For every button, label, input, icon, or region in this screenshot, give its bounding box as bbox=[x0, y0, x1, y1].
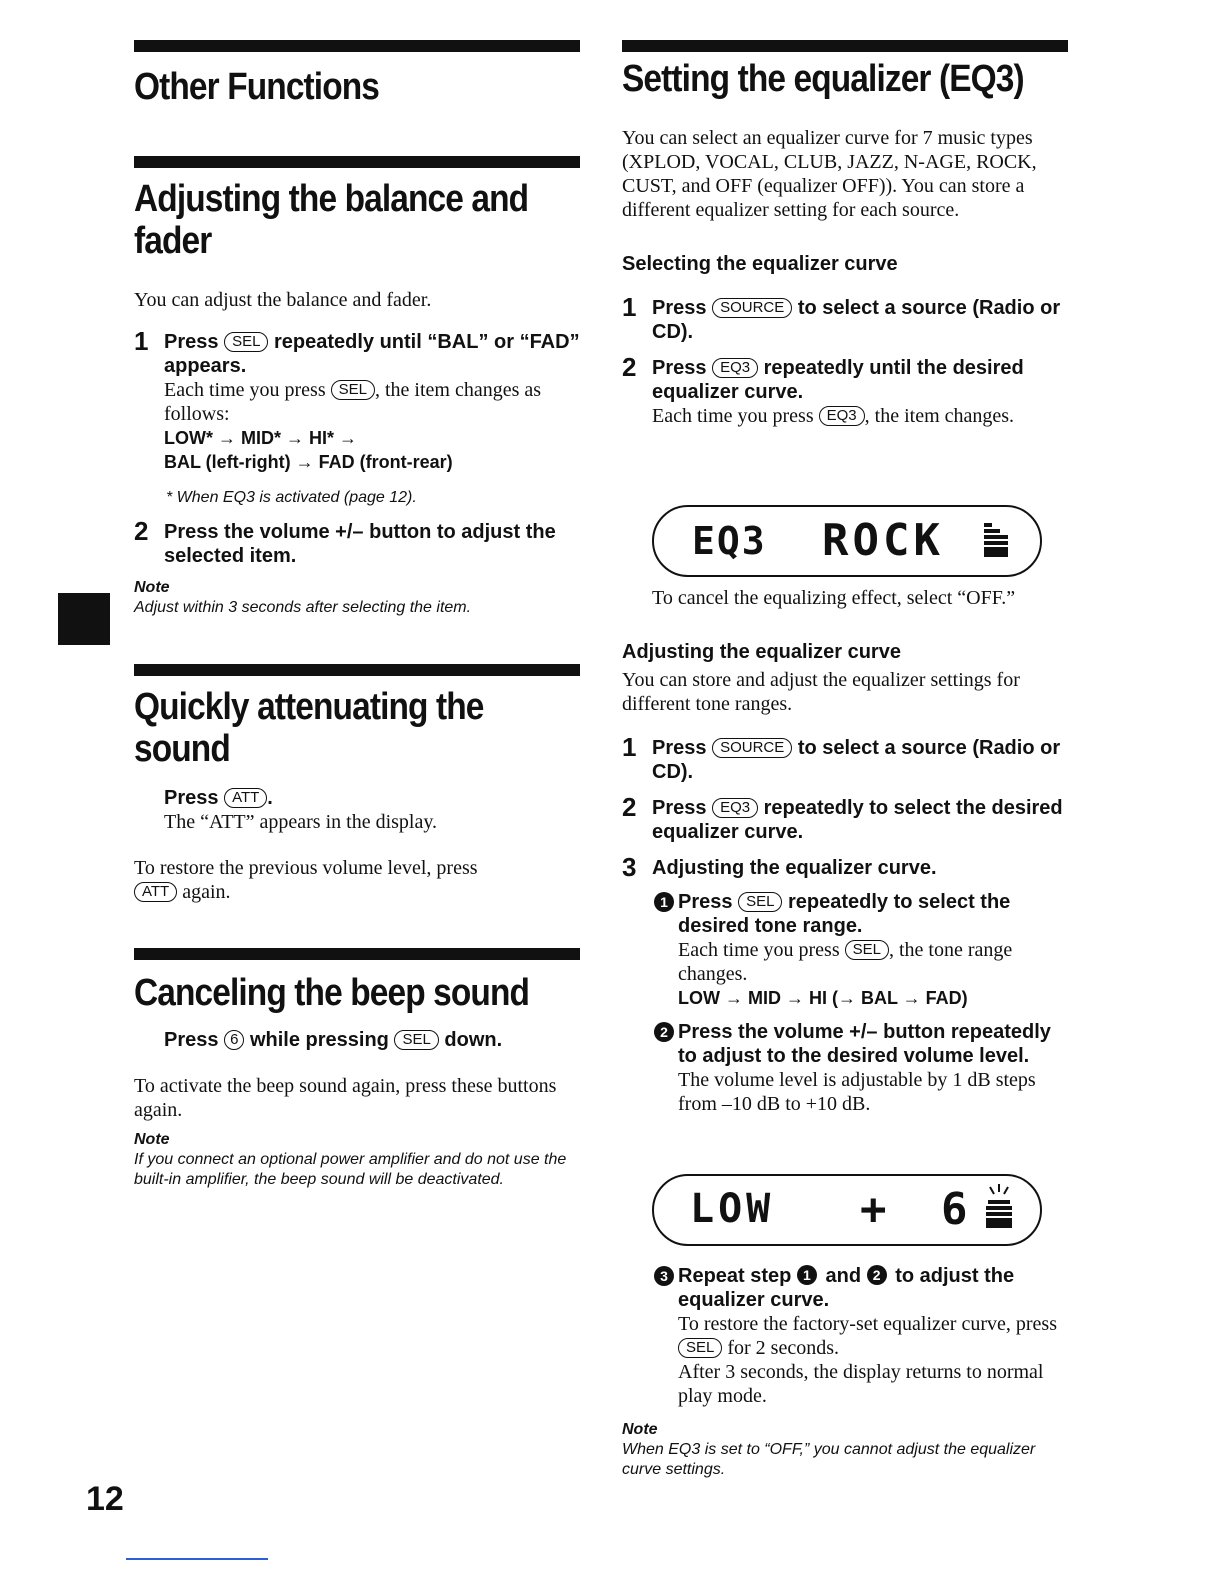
page-number: 12 bbox=[86, 1480, 124, 1518]
att-key-icon: ATT bbox=[134, 882, 177, 902]
adjust-curve-heading: Adjusting the equalizer curve bbox=[622, 641, 901, 663]
att-key-icon: ATT bbox=[224, 788, 267, 808]
section-rule bbox=[134, 156, 580, 168]
attenuate-heading: Quickly attenuating the sound bbox=[134, 686, 484, 770]
select-step-2: 2 Press EQ3 repeatedly until the desired equalizer curve. Each time you press EQ3 , the item changes. bbox=[622, 352, 1024, 427]
circled-number-1-icon: 1 bbox=[797, 1265, 817, 1285]
display-eq3-rock bbox=[652, 505, 1042, 577]
beep-heading: Canceling the beep sound bbox=[134, 972, 530, 1014]
note-heading: Note bbox=[622, 1421, 658, 1438]
adjust-step-3: 3 Adjusting the equalizer curve. bbox=[622, 852, 937, 882]
section-rule bbox=[134, 664, 580, 676]
eq3-key-icon: EQ3 bbox=[712, 798, 758, 818]
tone-sequence: LOW → MID → HI (→ BAL → FAD) bbox=[678, 988, 968, 1008]
item-sequence-2: BAL (left-right) → FAD (front-rear) bbox=[164, 452, 453, 472]
step-number: 1 bbox=[622, 292, 637, 322]
display-right-text: + 6 bbox=[860, 1184, 982, 1235]
footer-line bbox=[126, 1558, 268, 1560]
source-key-icon: SOURCE bbox=[712, 298, 792, 318]
cancel-text: To cancel the equalizing effect, select “OFF.” bbox=[652, 587, 1016, 609]
balance-intro: You can adjust the balance and fader. bbox=[134, 289, 432, 311]
step-number: 1 bbox=[622, 732, 637, 762]
level-meter-icon bbox=[982, 521, 1012, 561]
display-low-plus-6 bbox=[652, 1174, 1042, 1246]
balance-heading: Adjusting the balance and fader bbox=[134, 178, 529, 262]
sel-key-icon: SEL bbox=[845, 940, 889, 960]
note-text: When EQ3 is set to “OFF,” you cannot adjust the equalizer curve settings. bbox=[622, 1441, 1036, 1478]
beep-description: To activate the beep sound again, press these buttons again. bbox=[134, 1075, 557, 1121]
display-right-text: ROCK bbox=[822, 515, 944, 566]
source-key-icon: SOURCE bbox=[712, 738, 792, 758]
substep-c: 3 Repeat step 1 and 2 to adjust the equalizer curve. To restore the factory-set equalizer curve, press SEL for 2 seconds. After 3 seconds, the display returns to normal play mode. bbox=[622, 1264, 1068, 1408]
attenuate-restore: To restore the previous volume level, press ATT again. bbox=[134, 857, 478, 903]
step-number: 1 bbox=[134, 326, 149, 356]
right-column bbox=[622, 40, 1068, 428]
sel-key-icon: SEL bbox=[678, 1338, 722, 1358]
display-left-text: LOW bbox=[690, 1186, 775, 1232]
footnote: * When EQ3 is activated (page 12). bbox=[166, 489, 417, 506]
adjust-step-2: 2 Press EQ3 repeatedly to select the desired equalizer curve. bbox=[622, 792, 1063, 843]
sel-key-icon: SEL bbox=[331, 380, 375, 400]
section-rule bbox=[134, 40, 580, 52]
step-number: 2 bbox=[622, 792, 637, 822]
select-curve-heading: Selecting the equalizer curve bbox=[622, 253, 898, 275]
circled-number-2-icon: 2 bbox=[654, 1022, 674, 1042]
page-heading: Other Functions bbox=[134, 66, 380, 108]
section-rule bbox=[134, 948, 580, 960]
note-heading: Note bbox=[134, 579, 170, 596]
circled-number-2-icon: 2 bbox=[867, 1265, 887, 1285]
level-meter-icon bbox=[982, 1182, 1016, 1232]
sel-key-icon: SEL bbox=[224, 332, 268, 352]
step-description: Each time you press SEL , the item changes as follows: bbox=[164, 379, 542, 425]
equalizer-intro: You can select an equalizer curve for 7 music types (XPLOD, VOCAL, CLUB, JAZZ, N-AGE, ROCK, CUST, and OFF (equalizer OFF)). You can store a different equalizer setting for each source. bbox=[622, 127, 1037, 221]
select-step-1: 1 Press SOURCE to select a source (Radio or CD). bbox=[622, 292, 1061, 343]
right-column-end bbox=[622, 1264, 1068, 1480]
note-text: If you connect an optional power amplifier and do not use the built-in amplifier, the beep sound will be deactivated. bbox=[134, 1151, 567, 1188]
attenuate-instruction: Press ATT . The “ATT” appears in the display. bbox=[134, 786, 580, 834]
step-number: 2 bbox=[134, 516, 149, 546]
note-heading: Note bbox=[134, 1131, 170, 1148]
balance-step-1 bbox=[134, 326, 580, 474]
beep-instruction: Press 6 while pressing SEL down. bbox=[164, 1029, 503, 1051]
display-left-text: EQ3 bbox=[692, 519, 767, 563]
circled-number-1-icon: 1 bbox=[654, 892, 674, 912]
adjust-intro: You can store and adjust the equalizer settings for different tone ranges. bbox=[622, 669, 1020, 715]
right-column-continued bbox=[622, 586, 1068, 1116]
note-text: Adjust within 3 seconds after selecting the item. bbox=[134, 599, 472, 616]
section-tab-marker bbox=[58, 593, 110, 645]
section-rule bbox=[622, 40, 1068, 52]
step-number: 3 bbox=[622, 852, 637, 882]
substep-a: 1 Press SEL repeatedly to select the desired tone range. Each time you press SEL , the tone range changes. LOW → MID → HI (→ BAL → FAD) bbox=[622, 890, 1068, 1010]
step-instruction: Press SEL repeatedly until “BAL” or “FAD” appears. bbox=[164, 331, 580, 377]
item-sequence-1: LOW* → MID* → HI* → bbox=[164, 428, 357, 448]
sel-key-icon: SEL bbox=[738, 892, 782, 912]
sel-key-icon: SEL bbox=[394, 1030, 438, 1050]
six-key-icon: 6 bbox=[224, 1030, 244, 1050]
step-instruction: Press the volume +/– button to adjust the selected item. bbox=[164, 521, 556, 567]
equalizer-heading: Setting the equalizer (EQ3) bbox=[622, 58, 1024, 100]
attenuate-description: The “ATT” appears in the display. bbox=[164, 811, 438, 833]
circled-number-3-icon: 3 bbox=[654, 1266, 674, 1286]
substep-b: 2 Press the volume +/– button repeatedly to adjust to the desired volume level. The volume level is adjustable by 1 dB steps from –10 dB to +10 dB. bbox=[622, 1020, 1068, 1116]
balance-step-2 bbox=[134, 516, 580, 568]
left-column bbox=[134, 40, 580, 1190]
eq3-key-icon: EQ3 bbox=[712, 358, 758, 378]
eq3-key-icon: EQ3 bbox=[819, 406, 865, 426]
step-number: 2 bbox=[622, 352, 637, 382]
adjust-step-1: 1 Press SOURCE to select a source (Radio or CD). bbox=[622, 732, 1061, 783]
